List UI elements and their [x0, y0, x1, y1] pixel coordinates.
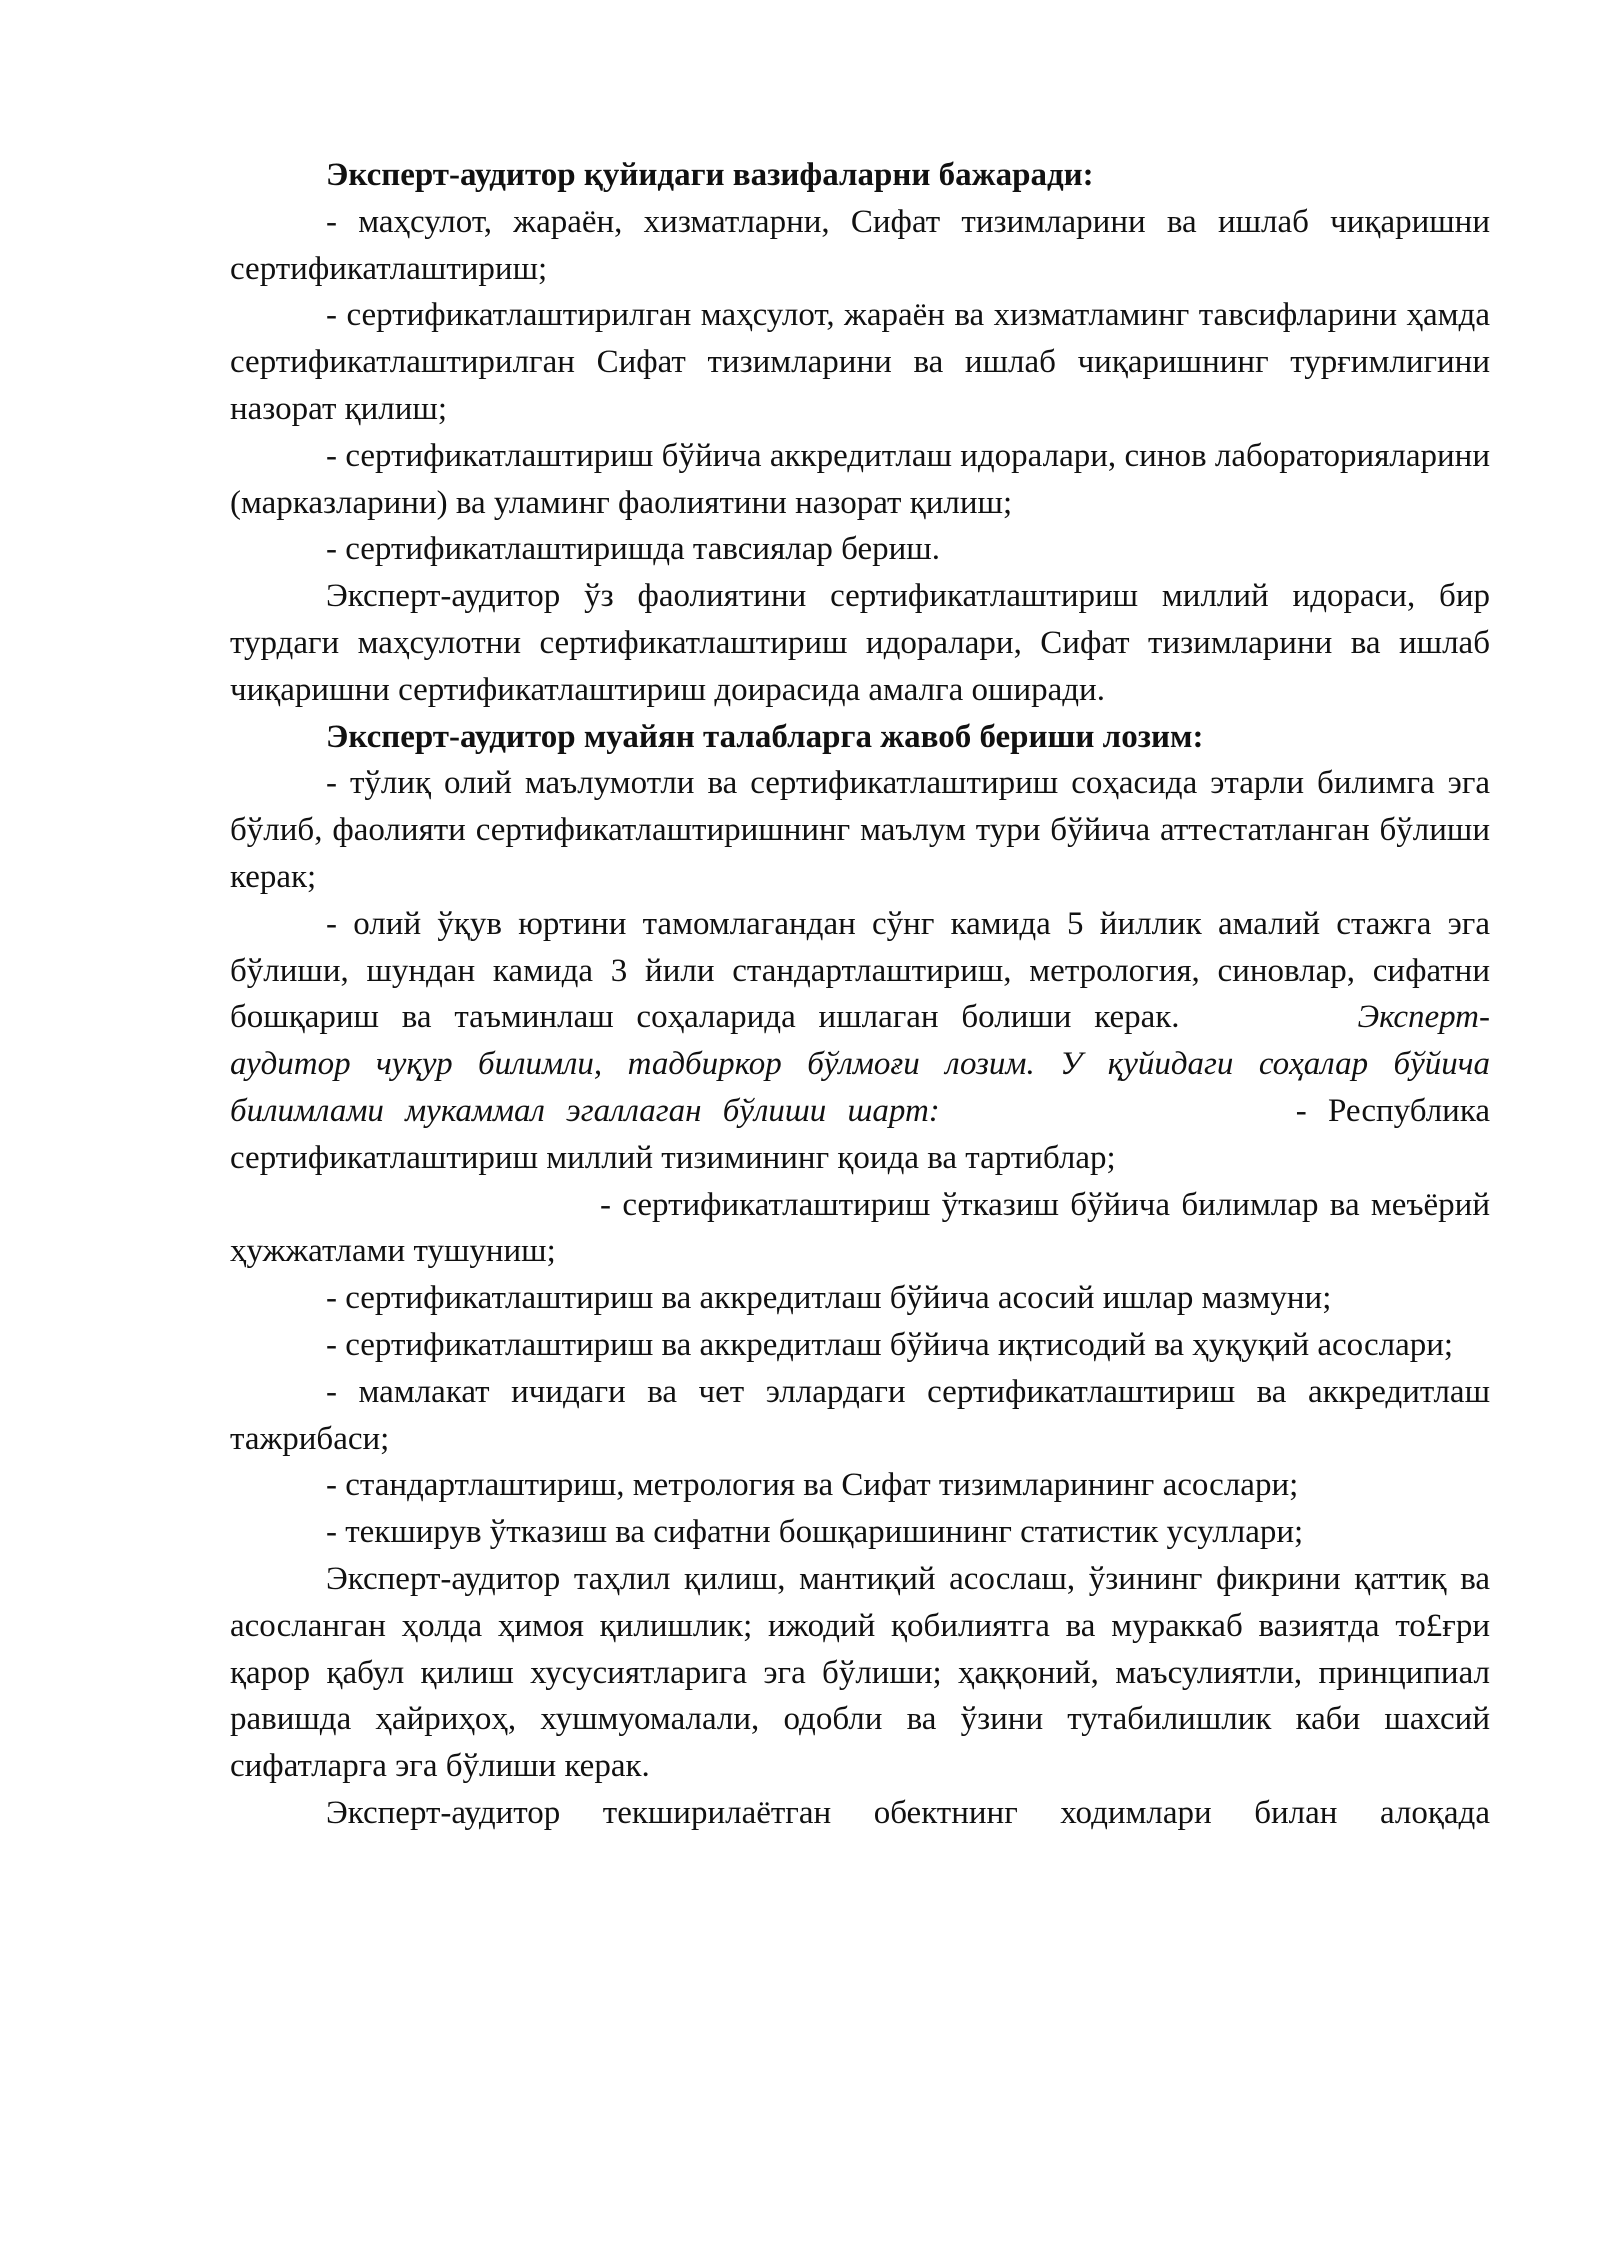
- duty-item: - сертификатлаштирилган маҳсулот, жараён ва хизматламинг тавсифларини ҳамда сертификатлаштирилган Сифат тизимларини ва ишлаб чиқаришнинг турғимлигини назорат қилиш;: [230, 297, 1490, 427]
- duty-item: - сертификатлаштириш бўйича аккредитлаш идоралари, синов лабораторияларини (марказларини) ва уламинг фаолиятини назорат қилиш;: [230, 437, 1490, 521]
- duty-item: - маҳсулот, жараён, хизматларни, Сифат тизимларини ва ишлаб чиқаришни сертификатлаштириш;: [230, 203, 1490, 287]
- knowledge-item: - сертификатлаштириш ўтказиш бўйича билимлар ва меъёрий: [600, 1186, 1490, 1223]
- requirement-item: [230, 901, 1490, 1182]
- requirements-heading: Эксперт-аудитор муайян талабларга жавоб бериши лозим:: [326, 718, 1204, 755]
- knowledge-item: - стандартлаштириш, метрология ва Сифат тизимларининг асослари;: [326, 1467, 1299, 1504]
- knowledge-intro: Эксперт-аудитор чуқур билимли, тадбиркор бўлмоғи лозим. У қуйидаги соҳалар бўйича билимлами мукаммал эгаллаган бўлиши шарт:: [230, 999, 1490, 1129]
- qualities-paragraph: Эксперт-аудитор таҳлил қилиш, мантиқий асослаш, ўзининг фикрини қаттиқ ва асосланган ҳолда ҳимоя қилишлик; ижодий қобилиятга ва мураккаб вазиятда то£ғри қарор қабул қилиш хусусиятларига эга бўлиши; ҳаққоний, маъсулиятли, принципиал равишда ҳайриҳоҳ, хушмуомалали, одобли ва ўзини тутабилишлик каби шахсий сифатларга эга бўлиши керак.: [230, 1560, 1490, 1785]
- requirement-text: - олий ўқув юртини тамомлагандан сўнг камида 5 йиллик амалий стажга эга бўлиши, шундан камида 3 йили стандартлаштириш, метрология, синовлар, сифатни бошқариш ва таъминлаш соҳаларида ишлаган болиши керак.: [230, 905, 1490, 1036]
- knowledge-item: - сертификатлаштириш ва аккредитлаш бўйича иқтисодий ва ҳуқуқий асослари;: [326, 1326, 1454, 1363]
- knowledge-item: - сертификатлаштириш ва аккредитлаш бўйича асосий ишлар мазмуни;: [326, 1280, 1332, 1317]
- knowledge-item: - мамлакат ичидаги ва чет эллардаги сертификатлаштириш ва аккредитлаш тажрибаси;: [230, 1373, 1490, 1457]
- requirement-item: - тўлиқ олий маълумотли ва сертификатлаштириш соҳасида этарли билимга эга бўлиб, фаолияти сертификатлаштиришнинг маълум тури бўйича аттестатланган бўлиши керак;: [230, 765, 1490, 895]
- knowledge-item-end: ҳужжатлами тушуниш;: [230, 1233, 556, 1270]
- knowledge-item: - Республика сертификатлаштириш миллий тизимининг қоида ва тартиблар;: [230, 1092, 1490, 1176]
- scope-paragraph: Эксперт-аудитор ўз фаолиятини сертификатлаштириш миллий идораси, бир турдаги маҳсулотни сертификатлаштириш идоралари, Сифат тизимларини ва ишлаб чиқаришни сертификатлаштириш доирасида амалга оширади.: [230, 578, 1490, 708]
- knowledge-item: - текширув ўтказиш ва сифатни бошқаришининг статистик усуллари;: [326, 1514, 1304, 1551]
- contact-paragraph: Эксперт-аудитор текширилаётган обектнинг ходимлари билан алоқада: [326, 1794, 1490, 1831]
- duty-item: - сертификатлаштиришда тавсиялар бериш.: [326, 531, 940, 568]
- duties-heading: Эксперт-аудитор қуйидаги вазифаларни бажаради:: [326, 157, 1094, 193]
- document-page: [230, 152, 1490, 1837]
